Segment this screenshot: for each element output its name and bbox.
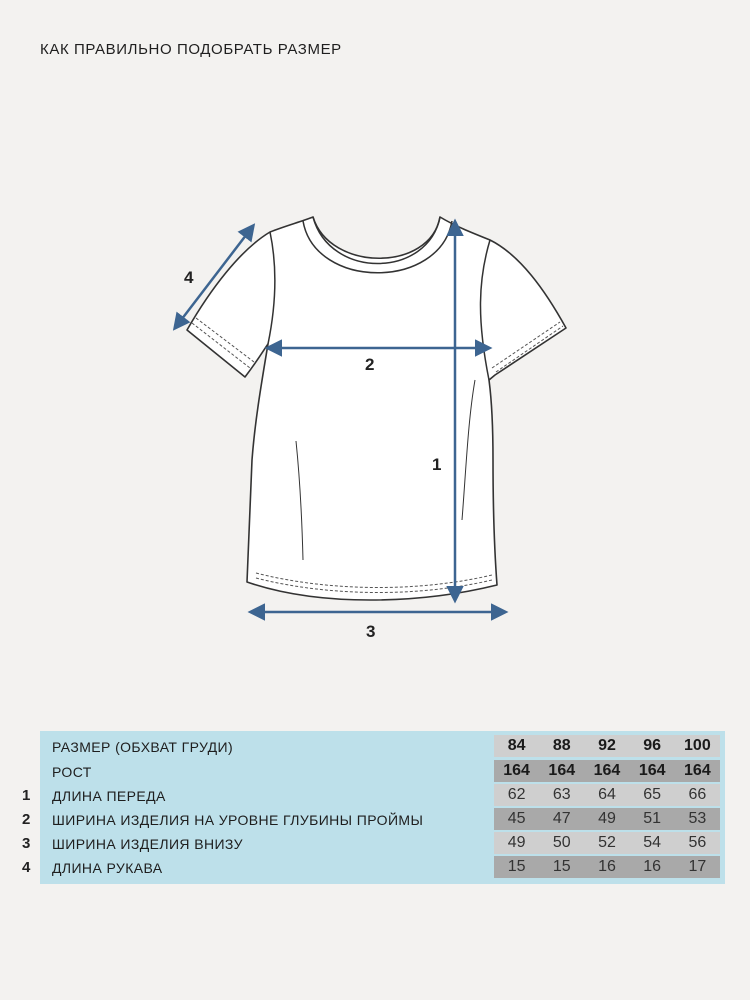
row-number: 1 xyxy=(22,787,31,804)
table-cell: 164 xyxy=(684,762,711,779)
table-cell: 92 xyxy=(598,737,616,754)
label-front-length: 1 xyxy=(432,455,442,474)
row-label: РАЗМЕР (ОБХВАТ ГРУДИ) xyxy=(52,739,234,755)
row-values xyxy=(494,808,720,830)
table-cell: 64 xyxy=(598,786,616,803)
table-cell: 100 xyxy=(684,737,711,754)
row-values xyxy=(494,832,720,854)
table-cell: 50 xyxy=(552,834,571,851)
table-cell: 51 xyxy=(643,810,662,827)
table-cell: 84 xyxy=(507,737,526,754)
table-cell: 164 xyxy=(638,762,666,779)
table-row xyxy=(40,760,725,784)
row-values xyxy=(494,856,720,878)
label-sleeve-length: 4 xyxy=(184,268,194,287)
row-values xyxy=(494,760,720,782)
row-label: ШИРИНА ИЗДЕЛИЯ ВНИЗУ xyxy=(52,836,243,852)
table-cell: 96 xyxy=(643,737,662,754)
table-cell: 49 xyxy=(598,810,616,827)
table-cell: 63 xyxy=(552,786,571,803)
table-row xyxy=(40,784,725,808)
table-cell: 88 xyxy=(552,737,571,754)
table-cell: 49 xyxy=(507,834,526,851)
label-chest-width: 2 xyxy=(365,355,375,374)
row-number: 4 xyxy=(22,859,31,876)
table-cell: 164 xyxy=(548,762,576,779)
table-cell: 164 xyxy=(593,762,621,779)
table-cell: 164 xyxy=(503,762,530,779)
row-number: 2 xyxy=(22,811,31,828)
table-cell: 53 xyxy=(688,810,707,827)
row-values xyxy=(494,784,720,806)
table-cell: 62 xyxy=(507,786,526,803)
table-cell: 15 xyxy=(507,858,526,875)
table-row xyxy=(40,856,725,880)
row-label: ДЛИНА ПЕРЕДА xyxy=(52,788,166,804)
table-cell: 16 xyxy=(643,858,662,875)
row-label: РОСТ xyxy=(52,764,92,780)
table-cell: 54 xyxy=(643,834,662,851)
page-title: КАК ПРАВИЛЬНО ПОДОБРАТЬ РАЗМЕР xyxy=(40,41,342,58)
row-values xyxy=(494,735,720,757)
table-cell: 16 xyxy=(598,858,616,875)
table-cell: 45 xyxy=(507,810,526,827)
table-cell: 47 xyxy=(552,810,571,827)
table-cell: 65 xyxy=(643,786,662,803)
row-number: 3 xyxy=(22,835,31,852)
table-cell: 66 xyxy=(688,786,707,803)
tshirt-outline xyxy=(187,217,566,600)
label-hem-width: 3 xyxy=(366,622,376,641)
table-cell: 56 xyxy=(688,834,707,851)
table-row xyxy=(40,832,725,856)
table-cell: 17 xyxy=(688,858,707,875)
table-cell: 52 xyxy=(598,834,616,851)
row-label: ШИРИНА ИЗДЕЛИЯ НА УРОВНЕ ГЛУБИНЫ ПРОЙМЫ xyxy=(52,812,424,828)
row-label: ДЛИНА РУКАВА xyxy=(52,860,163,876)
table-cell: 15 xyxy=(552,858,571,875)
table-row xyxy=(40,735,725,759)
table-row xyxy=(40,808,725,832)
